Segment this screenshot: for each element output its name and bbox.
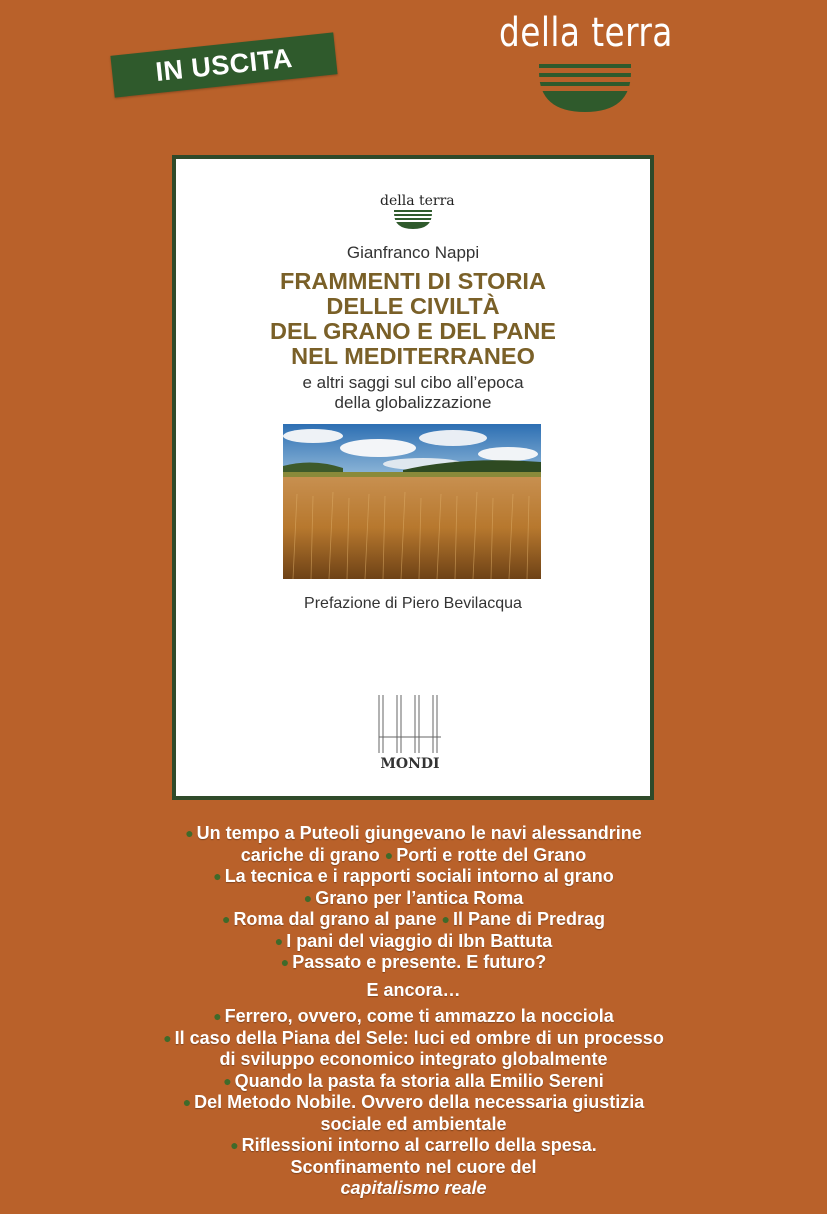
list-item: cariche di grano ● Porti e rotte del Grano [240,844,587,865]
bullet-icon: ● [213,1008,222,1024]
cover-field-stripes-icon [394,209,432,229]
publisher-mark-icon [375,693,445,755]
list-item: ● Ferrero, ovvero, come ti ammazzo la nocciola [213,1006,614,1026]
bullet-icon: ● [213,868,222,884]
bullet-icon: ● [384,846,394,863]
list-item: ● Del Metodo Nobile. Ovvero della necessaria giustizia [182,1092,645,1112]
bullet-icon: ● [274,932,284,949]
bullet-icon: ● [280,954,290,970]
brand-name: della terra [499,10,673,56]
bullet-icon: ● [221,911,231,927]
bullet-icon: ● [230,1137,239,1153]
book-subtitle [176,373,650,413]
publisher-name: MONDI [380,756,440,772]
list-item: ● La tecnica e i rapporti sociali intorno al grano [213,866,614,886]
list-item: ● Roma dal grano al pane ● Il Pane di Predrag [221,909,606,929]
contents-blurb [60,823,767,1200]
book-cover [172,155,654,800]
list-item: ● Passato e presente. E futuro? [280,952,547,972]
title-line: DEL GRANO E DEL PANE [270,318,556,344]
field-stripes-icon [539,64,631,112]
list-item: ● Riflessioni intorno al carrello della spesa. [230,1135,597,1155]
title-line: DELLE CIVILTÀ [326,293,500,319]
in-uscita-badge [110,32,337,97]
list-item-continuation: capitalismo reale [340,1178,487,1198]
bullet-icon: ● [223,1072,232,1089]
subtitle-line: e altri saggi sul cibo all’epoca [302,373,524,392]
list-item-continuation: di sviluppo economico integrato globalmente [219,1049,608,1069]
badge-label: IN USCITA [154,42,294,87]
list-item: ● Il caso della Piana del Sele: luci ed ombre di un processo [163,1027,664,1048]
list-item-continuation: sociale ed ambientale [320,1113,507,1134]
list-item: ● I pani del viaggio di Ibn Battuta [274,930,553,951]
cover-brand-logo [380,193,455,234]
wheat-field-photo [283,424,541,579]
title-line: FRAMMENTI DI STORIA [280,268,546,294]
bullet-icon: ● [441,911,450,927]
della-terra-logo [496,8,676,108]
bullet-icon: ● [163,1029,172,1046]
book-author: Gianfranco Nappi [346,243,480,262]
title-line: NEL MEDITERRANEO [291,343,535,369]
list-item: ● Quando la pasta fa storia alla Emilio Sereni [223,1070,604,1091]
subtitle-line: della globalizzazione [334,393,492,412]
publisher-logo [375,693,445,773]
book-title [176,269,650,369]
bullet-icon: ● [303,889,313,906]
list-item-continuation: Sconfinamento nel cuore del [290,1156,537,1177]
list-item: ● Un tempo a Puteoli giungevano le navi alessandrine [185,823,642,843]
list-item: ● Grano per l’antica Roma [303,887,524,908]
bullet-icon: ● [182,1094,192,1110]
section-heading: E ancora… [366,979,461,1000]
cover-brand-name: della terra [380,193,455,209]
book-preface: Prefazione di Piero Bevilacqua [304,595,522,612]
bullet-icon: ● [185,825,194,841]
